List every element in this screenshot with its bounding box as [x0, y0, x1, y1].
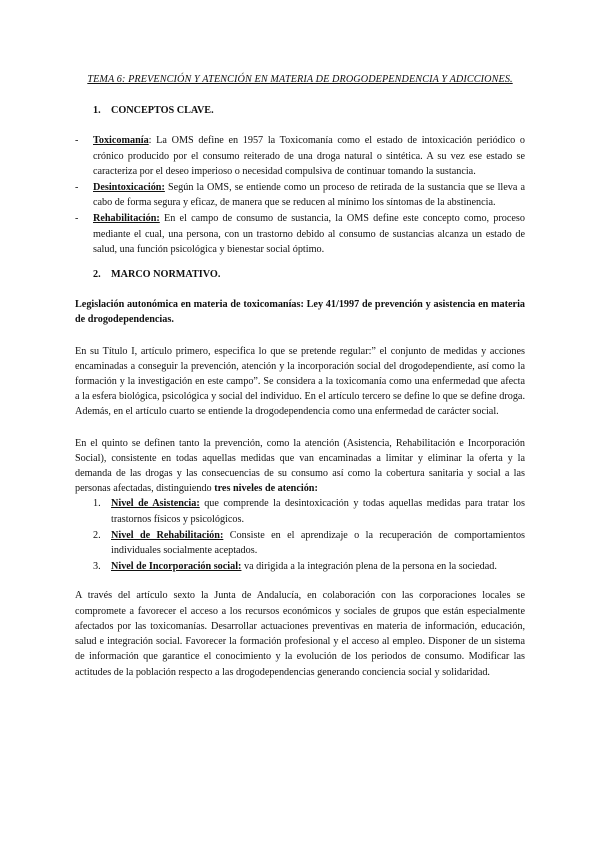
concept-definition: : La OMS define en 1957 la Toxicomanía como el estado de intoxicación periódico o crónico producido por el consumo reiterado de una droga natural o sintética. A su vez ese estado se caracteriza por el deseo imperioso o necesidad compulsiva de continuar tomando la sustancia. [93, 135, 525, 177]
concept-term: Toxicomanía [93, 135, 149, 147]
document-title: TEMA 6: PREVENCIÓN Y ATENCIÓN EN MATERIA DE DROGODEPENDENCIA Y ADICCIONES. [87, 74, 513, 85]
concept-term: Rehabilitación: [93, 213, 160, 225]
section-2-heading [75, 267, 525, 282]
concept-definition: Según la OMS, se entiende como un proceso de retirada de la sustancia que se lleva a cabo de forma segura y eficaz, de manera que se reducen al mínimo los síntomas de la abstinencia. [93, 182, 525, 209]
concept-item-toxicomania [75, 133, 525, 179]
level-item-rehabilitacion [75, 528, 525, 558]
concept-definition: En el campo de consumo de sustancia, la OMS define este concepto como, proceso mediante el cual, una persona, con un trastorno debido al consumo de sustancias alcanza un estado de salud, una función psicológica y bienestar social óptimo. [93, 213, 525, 255]
list-dash: - [75, 213, 79, 225]
concept-term: Desintoxicación: [93, 182, 165, 194]
level-term: Nivel de Incorporación social: [111, 561, 242, 573]
level-description: que comprende la desintoxicación y todas aquellas medidas para tratar los trastornos físicos y psicológicos. [111, 498, 525, 525]
level-description: Consiste en el aprendizaje o la recuperación de comportamientos individuales socialmente aceptados. [111, 529, 525, 557]
level-term: Nivel de Rehabilitación: [111, 529, 224, 541]
paragraph-quinto [75, 436, 525, 497]
paragraph-quinto-text: En el quinto se definen tanto la prevención, como la atención (Asistencia, Rehabilitación e Incorporación Social), consistente en todas aquellas medidas que van encaminadas a limitar y eliminar la oferta y la demanda de las drogas y las consecuencias de su consumo así como la cobertura sanitaria y social a las personas afectadas, distinguiendo [75, 437, 525, 495]
level-number: 2. [93, 529, 101, 541]
list-dash: - [75, 182, 79, 194]
key-concepts-list [75, 133, 525, 257]
section-2-number: 2. [93, 269, 101, 281]
law-heading: Legislación autonómica en materia de toxicomanías: Ley 41/1997 de prevención y asistencia en materia de drogodependencias. [75, 299, 525, 326]
list-dash: - [75, 135, 79, 147]
paragraph-sexto: A través del artículo sexto la Junta de Andalucía, en colaboración con las corporaciones locales se compromete a favorecer el acceso a los recursos económicos y sociales de grupos que están especialmente afectados por las toxicomanías. Desarrollar actuaciones preventivas en materia de información, educación, salud e integración social. Favorecer la formación profesional y el acceso al empleo. Disponer de un sistema de información que garantice el conocimiento y la evolución de los periodos de consumo. Modificar las actitudes de la población respecto a las drogodependencias generando conciencia social y solidaridad. [75, 590, 525, 678]
level-item-asistencia [75, 496, 525, 526]
section-1-title: CONCEPTOS CLAVE. [111, 105, 214, 117]
level-term: Nivel de Asistencia: [111, 498, 200, 510]
level-number: 3. [93, 561, 101, 573]
section-1-number: 1. [93, 105, 101, 117]
concept-item-desintoxicacion [75, 180, 525, 210]
attention-levels-lead: tres niveles de atención: [214, 483, 318, 495]
paragraph-titulo-i: En su Título I, artículo primero, especifica lo que se pretende regular:” el conjunto de medidas y acciones encaminadas a conseguir la prevención, atención y la incorporación social del drogodependiente, así como la formación y la investigación en este campo”. Se considera a la toxicomanía como una enfermedad que afecta a la esfera biológica, psicológica y social del individuo. En el artículo tercero se define lo que se define droga. Además, en el artículo cuarto se entiende la drogodependencia como una enfermedad de carácter social. [75, 345, 525, 418]
level-item-incorporacion [75, 559, 525, 574]
section-1-heading [75, 103, 525, 118]
section-2-title: MARCO NORMATIVO. [111, 269, 221, 281]
attention-levels-list [75, 496, 525, 574]
concept-item-rehabilitacion [75, 211, 525, 257]
level-description: va dirigida a la integración plena de la persona en la sociedad. [241, 561, 497, 573]
level-number: 1. [93, 498, 101, 510]
